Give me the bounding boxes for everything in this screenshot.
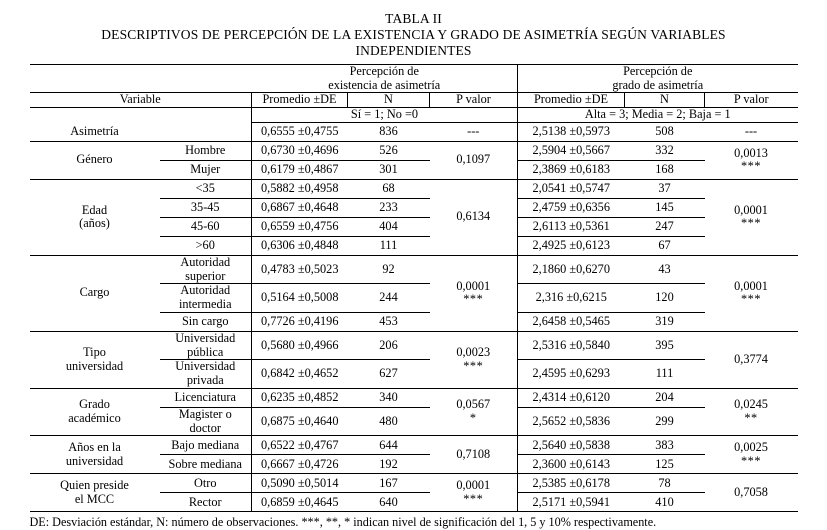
header-group-right-line1: Percepción de xyxy=(623,63,693,78)
left-mean-sd: 0,6559 ±0,4756 xyxy=(252,217,348,236)
group-label-line1: Grado xyxy=(79,397,110,412)
category-label-text: 35-45 xyxy=(190,199,220,214)
category-label xyxy=(160,217,252,236)
category-label-text: >60 xyxy=(195,237,215,252)
category-label-text: Mujer xyxy=(190,161,221,176)
right-n: 67 xyxy=(625,236,705,255)
category-label xyxy=(160,122,252,141)
left-mean-sd: 0,5164 ±0,5008 xyxy=(252,284,348,313)
group-label-line2: (años) xyxy=(79,216,110,231)
right-pvalue-text: 0,0001 xyxy=(734,202,768,217)
category-label-text: Sin cargo xyxy=(181,314,229,328)
left-pvalue xyxy=(430,179,518,255)
right-n: 395 xyxy=(625,331,705,360)
table-row xyxy=(30,255,798,284)
right-pvalue-text: 0,7058 xyxy=(734,485,768,500)
category-label-line1: Magister o xyxy=(178,406,232,421)
right-mean-sd: 2,4314 ±0,6120 xyxy=(518,388,625,407)
right-n: 37 xyxy=(625,179,705,198)
category-label xyxy=(160,236,252,255)
right-n: 111 xyxy=(625,360,705,389)
group-label xyxy=(30,331,160,388)
right-pvalue-text: 0,0245 xyxy=(734,397,768,412)
header-group-right-line2: grado de asimetría xyxy=(612,77,704,92)
right-mean-sd: 2,6458 ±0,5465 xyxy=(518,312,625,331)
left-pvalue-text: 0,0023 xyxy=(456,345,491,360)
group-label-line1: Tipo xyxy=(83,345,106,360)
right-mean-sd: 2,3869 ±0,6183 xyxy=(518,160,625,179)
right-mean-sd: 2,4759 ±0,6356 xyxy=(518,198,625,217)
group-label-text: Cargo xyxy=(79,285,110,300)
right-n: 508 xyxy=(655,123,674,138)
right-pvalue-text: 0,0013 xyxy=(734,145,768,160)
left-pvalue xyxy=(430,255,518,331)
left-significance-stars: *** xyxy=(463,292,484,307)
table-row xyxy=(30,474,798,493)
right-mean-sd: 2,5385 ±0,6178 xyxy=(518,474,625,493)
table-wrapper xyxy=(30,59,798,530)
left-n: 480 xyxy=(348,407,430,436)
header-empty-variable xyxy=(30,64,252,93)
right-pvalue-text: 0,3774 xyxy=(734,352,768,367)
right-mean-sd: 2,0541 ±0,5747 xyxy=(518,179,625,198)
right-significance-stars: *** xyxy=(741,292,761,307)
header-left-n: N xyxy=(348,93,430,108)
group-label xyxy=(30,436,160,474)
right-pvalue xyxy=(705,255,798,331)
right-n: 383 xyxy=(625,436,705,455)
left-n: 68 xyxy=(348,179,430,198)
table-caption-line-2: INDEPENDIENTES xyxy=(355,42,472,58)
category-label-text: <35 xyxy=(195,180,215,195)
table-row xyxy=(30,331,798,360)
header-variable: Variable xyxy=(30,93,252,108)
group-label xyxy=(30,122,160,141)
category-label xyxy=(160,474,252,493)
left-pvalue-text: 0,7108 xyxy=(456,447,491,462)
right-n: 204 xyxy=(625,388,705,407)
right-mean-sd: 2,3600 ±0,6143 xyxy=(518,455,625,474)
category-label xyxy=(160,436,252,455)
table-row xyxy=(30,141,798,160)
category-label xyxy=(160,179,252,198)
table-title-block xyxy=(0,0,827,59)
group-label-line2: académico xyxy=(68,411,121,426)
left-n: 233 xyxy=(348,198,430,217)
category-label xyxy=(160,388,252,407)
left-n: 627 xyxy=(348,360,430,389)
right-pvalue xyxy=(705,474,798,512)
right-mean-sd: 2,5171 ±0,5941 xyxy=(518,493,625,512)
right-n: 168 xyxy=(625,160,705,179)
right-pvalue-text: 0,0025 xyxy=(734,440,768,455)
coding-right: Alta = 3; Media = 2; Baja = 1 xyxy=(518,108,798,123)
right-significance-stars: *** xyxy=(741,159,761,174)
left-n: 206 xyxy=(348,331,430,360)
right-n: 125 xyxy=(625,455,705,474)
right-mean-sd: 2,6113 ±0,5361 xyxy=(518,217,625,236)
left-n: 244 xyxy=(348,284,430,313)
left-mean-sd: 0,5882 ±0,4958 xyxy=(252,179,348,198)
category-label xyxy=(160,141,252,160)
left-pvalue xyxy=(430,122,518,141)
right-mean-sd: 2,5138 ±0,5973 xyxy=(532,123,610,138)
right-mean-sd: 2,4595 ±0,6293 xyxy=(518,360,625,389)
right-mean-sd: 2,5904 ±0,5667 xyxy=(518,141,625,160)
category-label-text: Autoridad superior xyxy=(180,254,231,283)
left-pvalue xyxy=(430,388,518,436)
category-label xyxy=(160,284,252,313)
category-label-line2: doctor xyxy=(189,420,221,435)
group-label xyxy=(30,255,160,331)
right-n: 78 xyxy=(625,474,705,493)
header-left-promedio: Promedio ±DE xyxy=(252,93,348,108)
left-mean-sd: 0,6179 ±0,4867 xyxy=(252,160,348,179)
right-pvalue-text: --- xyxy=(744,123,758,138)
right-n: 43 xyxy=(625,255,705,284)
right-pvalue xyxy=(705,141,798,179)
left-n: 836 xyxy=(379,123,398,138)
left-mean-sd: 0,6555 ±0,4755 xyxy=(252,122,348,141)
group-label xyxy=(30,141,160,179)
left-pvalue xyxy=(430,436,518,474)
left-mean-sd: 0,6306 ±0,4848 xyxy=(252,236,348,255)
table-number: TABLA II xyxy=(385,11,442,26)
left-mean-sd: 0,6522 ±0,4767 xyxy=(252,436,348,455)
left-mean-sd: 0,6842 ±0,4652 xyxy=(252,360,348,389)
category-label xyxy=(160,493,252,512)
left-pvalue-text: 0,0001 xyxy=(456,478,491,493)
right-n: 247 xyxy=(625,217,705,236)
category-label-line2: privada xyxy=(186,373,224,388)
category-label-text: Hombre xyxy=(185,142,226,157)
left-significance-stars: * xyxy=(469,411,477,426)
category-label xyxy=(160,198,252,217)
category-label-text: Rector xyxy=(188,494,222,509)
left-mean-sd: 0,6730 ±0,4696 xyxy=(252,141,348,160)
left-n: 404 xyxy=(348,217,430,236)
left-pvalue-text: 0,0001 xyxy=(456,278,491,293)
right-n: 120 xyxy=(625,284,705,313)
group-label xyxy=(30,388,160,436)
left-significance-stars: *** xyxy=(463,358,484,373)
category-label-line2: intermedia xyxy=(178,297,232,312)
right-mean-sd: 2,5652 ±0,5836 xyxy=(518,407,625,436)
group-label-line1: Quien preside xyxy=(60,478,129,493)
table-row xyxy=(30,122,798,141)
table-row xyxy=(30,436,798,455)
table-row xyxy=(30,388,798,407)
category-label xyxy=(160,331,252,360)
right-pvalue xyxy=(705,331,798,388)
right-n: 332 xyxy=(625,141,705,160)
group-label-text: Asimetría xyxy=(70,123,119,138)
coding-empty xyxy=(30,108,252,123)
header-right-n: N xyxy=(625,93,705,108)
left-pvalue-text: 0,1097 xyxy=(456,152,491,167)
right-n: 299 xyxy=(625,407,705,436)
left-mean-sd: 0,6667 ±0,4726 xyxy=(252,455,348,474)
coding-left: Sí = 1; No =0 xyxy=(252,108,518,123)
category-label-text: Licenciatura xyxy=(174,390,236,405)
category-label-text: Bajo mediana xyxy=(171,437,240,452)
group-label-line2: universidad xyxy=(65,358,124,373)
left-n: 644 xyxy=(348,436,430,455)
left-mean-sd: 0,6859 ±0,4645 xyxy=(252,493,348,512)
left-n: 167 xyxy=(348,474,430,493)
header-group-left-line1: Percepción de xyxy=(349,63,419,78)
left-mean-sd: 0,6875 ±0,4640 xyxy=(252,407,348,436)
group-label-line1: Edad xyxy=(81,202,108,217)
category-label-line1: Universidad xyxy=(175,330,236,345)
category-label-text: Otro xyxy=(193,475,217,490)
category-label-text: 45-60 xyxy=(190,218,220,233)
category-label xyxy=(160,255,252,284)
right-significance-stars: ** xyxy=(744,411,758,426)
table-row xyxy=(30,179,798,198)
group-label-line1: Años en la xyxy=(68,440,121,455)
left-n: 111 xyxy=(348,236,430,255)
left-pvalue xyxy=(430,474,518,512)
group-label xyxy=(30,474,160,512)
left-pvalue xyxy=(430,141,518,179)
category-label xyxy=(160,160,252,179)
group-label-line2: universidad xyxy=(65,453,124,468)
header-group-right xyxy=(518,64,798,93)
right-n: 145 xyxy=(625,198,705,217)
category-label xyxy=(160,360,252,389)
header-group-left xyxy=(252,64,518,93)
left-n: 340 xyxy=(348,388,430,407)
header-group-left-line2: existencia de asimetría xyxy=(328,77,441,92)
left-pvalue-text: --- xyxy=(467,123,480,138)
left-pvalue-text: 0,6134 xyxy=(456,209,491,224)
category-label xyxy=(160,312,252,331)
right-mean-sd: 2,5640 ±0,5838 xyxy=(518,436,625,455)
right-pvalue xyxy=(705,179,798,255)
category-label xyxy=(160,407,252,436)
left-mean-sd: 0,5680 ±0,4966 xyxy=(252,331,348,360)
group-label-line2: el MCC xyxy=(74,491,115,506)
left-n: 453 xyxy=(348,312,430,331)
header-left-pvalor: P valor xyxy=(430,93,518,108)
left-mean-sd: 0,6867 ±0,4648 xyxy=(252,198,348,217)
left-mean-sd: 0,4783 ±0,5023 xyxy=(252,255,348,284)
right-pvalue xyxy=(705,436,798,474)
right-significance-stars: *** xyxy=(741,216,761,231)
left-significance-stars: *** xyxy=(463,491,484,506)
group-label xyxy=(30,179,160,255)
table-caption-line-1: DESCRIPTIVOS DE PERCEPCIÓN DE LA EXISTENCIA Y GRADO DE ASIMETRÍA SEGÚN VARIABLES xyxy=(101,26,726,42)
right-n: 410 xyxy=(625,493,705,512)
category-label xyxy=(160,455,252,474)
left-n: 640 xyxy=(348,493,430,512)
header-group-row xyxy=(30,64,798,93)
left-n: 526 xyxy=(348,141,430,160)
category-label-line1: Autoridad xyxy=(180,283,231,298)
left-n: 192 xyxy=(348,455,430,474)
header-right-pvalor: P valor xyxy=(705,93,798,108)
right-mean-sd: 2,5316 ±0,5840 xyxy=(518,331,625,360)
right-mean-sd: 2,316 ±0,6215 xyxy=(518,284,625,313)
right-pvalue xyxy=(705,388,798,436)
left-mean-sd: 0,7726 ±0,4196 xyxy=(252,312,348,331)
right-mean-sd: 2,4925 ±0,6123 xyxy=(518,236,625,255)
left-mean-sd: 0,6235 ±0,4852 xyxy=(252,388,348,407)
left-pvalue-text: 0,0567 xyxy=(456,397,491,412)
category-label-text: Sobre mediana xyxy=(168,456,242,471)
right-pvalue xyxy=(705,122,798,141)
right-significance-stars: *** xyxy=(741,453,761,468)
left-mean-sd: 0,5090 ±0,5014 xyxy=(252,474,348,493)
group-label-text: Género xyxy=(76,152,113,167)
category-label-line1: Universidad xyxy=(175,359,236,374)
table-footnote: DE: Desviación estándar, N: número de observaciones. ***, **, * indican nivel de significación del 1, 5 y 10% respectivamente. xyxy=(29,515,657,530)
right-mean-sd: 2,1860 ±0,6270 xyxy=(518,255,625,284)
left-n: 301 xyxy=(348,160,430,179)
descriptives-table xyxy=(30,64,798,514)
right-n: 319 xyxy=(625,312,705,331)
left-n: 92 xyxy=(348,255,430,284)
header-right-promedio: Promedio ±DE xyxy=(518,93,625,108)
header-column-row xyxy=(30,93,798,108)
coding-row xyxy=(30,108,798,123)
right-pvalue-text: 0,0001 xyxy=(734,278,768,293)
left-pvalue xyxy=(430,331,518,388)
category-label-line2: pública xyxy=(187,344,224,359)
